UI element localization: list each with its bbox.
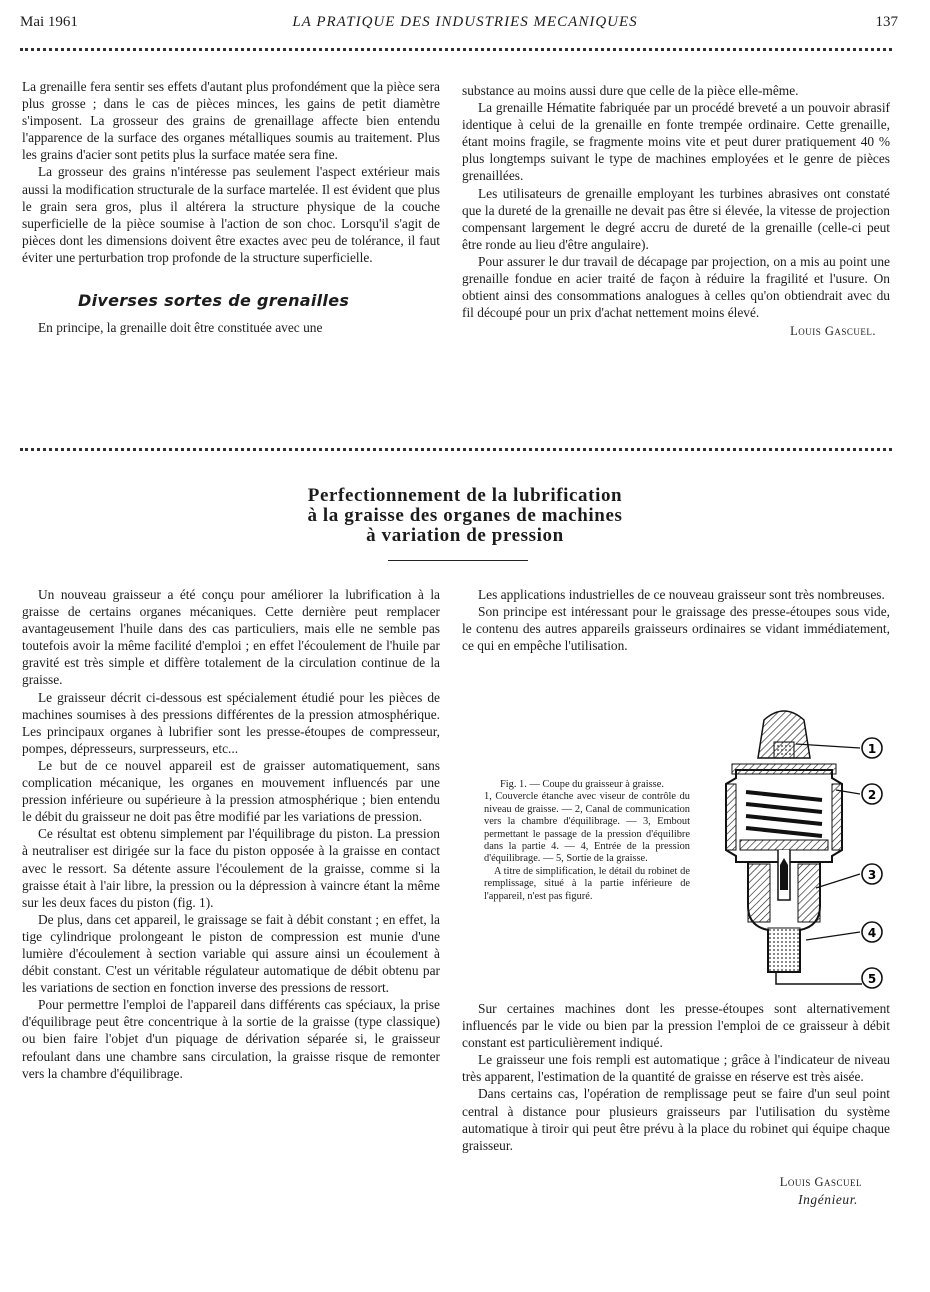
article1-paragraph: La grosseur des grains n'intéresse pas seulement l'aspect extérieur mais aussi la modification structurale de la surface martelée. Il est évident que plus le grain sera gros, plus il altérera la structure physique de la couche superficielle de la pièce soumise à l'action de son choc. Lorsqu'il s'agit de pièces dont les dimensions doivent être exactes avec peu de tolérance, il faut éviter une perturbation trop profonde de la structure superficielle.	[22, 164, 440, 265]
article1-paragraph: La grenaille Hématite fabriquée par un procédé breveté a un pouvoir abrasif identique à celui de la grenaille en fonte trempée ordinaire. Cette grenaille, étant moins fragile, se fragmente moins vite et peut durer pratiquement 40 % plus longtemps suivant le type de machines employées et le genre de pièces grenaillées.	[462, 100, 890, 184]
article1-paragraph: Les utilisateurs de grenaille employant les turbines abrasives ont constaté que la dureté de la grenaille ne devait pas être si élevée, la vitesse de projection compensant largement le degré accru de dureté de la grenaille (celle-ci peut être ronde au lieu d'être angulaire).	[462, 185, 890, 252]
lower-wall-left-shape	[748, 864, 770, 922]
article1-paragraph: La grenaille fera sentir ses effets d'autant plus profondément que la pièce sera plus grosse ; dans le cas de pièces minces, les gains de petit diamètre s'imposent. La grosseur des grains de grenaillage affecte bien entendu l'apparence de la surface des organes métalliques soumis au traitement. Plus les grains d'acier sont petits plus la surface matée sera fine.	[22, 79, 440, 163]
piston-shape	[740, 840, 828, 850]
journal-title: LA PRATIQUE DES INDUSTRIES MECANIQUES	[292, 14, 638, 30]
article1-paragraph: En principe, la grenaille doit être constituée avec une	[38, 320, 323, 336]
article2-right-bottom-column	[462, 1000, 890, 1208]
article2-paragraph: Pour permettre l'emploi de l'appareil dans différents cas spéciaux, la prise d'équilibrage peut être concentrique à la sortie de la graisse (type classique) ou bien faire l'objet d'un piquage de dérivation séparée si, le graisseur refoulant dans une chambre sans circulation, la graisse risque de remonter vers la chambre d'équilibrage.	[22, 997, 440, 1081]
svg-text:5: 5	[867, 972, 877, 986]
article2-right-top-column	[462, 586, 890, 654]
svg-text:2: 2	[867, 788, 877, 802]
signature-title: Ingénieur.	[798, 1191, 858, 1207]
callout-label-3	[862, 864, 882, 884]
article2-title-line: à variation de pression	[366, 525, 564, 546]
callout-label-2	[862, 784, 882, 804]
separator-dotted-rule	[20, 448, 892, 451]
article1-paragraph: substance au moins aussi dure que celle de la pièce elle-même.	[462, 83, 799, 98]
leader-line-3	[816, 874, 860, 888]
article2-paragraph: Dans certains cas, l'opération de remplissage peut se faire d'un seul point central à distance pour plusieurs graisseurs par l'utilisation du système automatique à tiroir qui peut être prévu à la place du robinet qui équipe chaque graisseur.	[462, 1086, 890, 1153]
article2-paragraph: Le but de ce nouvel appareil est de graisser automatiquement, sans complication mécanique, les organes en mouvement influencés par une pression inférieure ou supérieure à la pression atmosphérique ; bien entendu le débit du graisseur ne doit pas être modifié par les variations de pression.	[22, 757, 440, 825]
figure-caption-body: 1, Couvercle étanche avec viseur de contrôle du niveau de graisse. — 2, Canal de communication vers la chambre d'équilibrage. — 3, Embout permettant le passage de la pression d'équilibre dans la partie 4. — 4, Entrée de la pression d'équilibrage. — 5, Sortie de la graisse.	[484, 791, 690, 865]
callout-label-4	[862, 922, 882, 942]
article2-signature	[462, 1174, 890, 1208]
article1-right-column	[462, 82, 890, 340]
svg-text:4: 4	[867, 926, 877, 940]
outlet-pipe-shape	[776, 972, 862, 984]
outlet-shape	[768, 928, 800, 972]
svg-text:3: 3	[867, 868, 877, 882]
article1-left-column	[22, 78, 440, 336]
article2-paragraph: Ce résultat est obtenu simplement par l'équilibrage du piston. La pression à neutraliser est dirigée sur la face du piston opposée à la graisse en contact avec le ressort. Sa détente assure l'écoulement de la graisse, comme si la graisse était à l'air libre, la pression ou la dépression à vaincre étant la même sur les deux faces du piston (fig. 1).	[22, 826, 440, 910]
article2-paragraph: De plus, dans cet appareil, le graissage se fait à débit constant ; en effet, la tige cylindrique prolongeant le piston de compression est munie d'une lumière d'écoulement à section variable qui assure ainsi un écoulement à débit constant. C'est un véritable régulateur automatique de débit obtenu par les variations de section en fonction inverse des pressions de ressort.	[22, 911, 440, 996]
spring-shape	[746, 792, 822, 836]
header-dotted-rule	[20, 48, 892, 51]
callout-label-5	[862, 968, 882, 988]
svg-text:1: 1	[867, 742, 877, 756]
article2-paragraph: Les applications industrielles de ce nouveau graisseur sont très nombreuses.	[478, 587, 885, 602]
figure-caption-note: A titre de simplification, le détail du robinet de remplissage, situé à la partie inférieure de l'appareil, n'est pas figuré.	[484, 865, 690, 902]
header-date: Mai 1961	[20, 14, 78, 30]
article2-paragraph: Son principe est intéressant pour le graissage des presse-étoupes sous vide, le contenu des autres appareils graisseurs ordinaires se vidant immédiatement, ce qui en empêche l'utilisation.	[462, 604, 890, 654]
level-viewer-shape	[774, 742, 794, 758]
lubricator-cross-section-figure	[712, 700, 892, 990]
body-wall-left-shape	[726, 784, 736, 850]
figure-caption-title: Fig. 1. — Coupe du graisseur à graisse.	[500, 779, 664, 790]
article2-title-line: Perfectionnement de la lubrification	[307, 485, 623, 506]
signature-name: Louis Gascuel	[779, 1174, 862, 1189]
title-underline	[388, 560, 528, 561]
article2-paragraph: Sur certaines machines dont les presse-étoupes sont alternativement influencés par le vide ou bien par la pression l'emploi de ce graisseur à débit constant est particulièrement indiqué.	[462, 1001, 890, 1051]
article1-paragraph: Pour assurer le dur travail de décapage par projection, on a mis au point une grenaille fondue en acier traité de façon à réduire la fragilité et l'usure. On obtient ainsi des consommations analogues à celles qu'on obtiendrait avec du fil découpé pour un prix d'achat nettement moins élevé.	[462, 253, 890, 321]
article2-paragraph: Le graisseur une fois rempli est automatique ; grâce à l'indicateur de niveau très apparent, l'estimation de la quantité de graisse en réserve est très aisée.	[462, 1052, 890, 1085]
lower-wall-right-shape	[798, 864, 820, 922]
figure-caption	[484, 779, 690, 903]
body-wall-right-shape	[832, 784, 842, 850]
article2-paragraph: Le graisseur décrit ci-dessous est spécialement étudié pour les pièces de machines soumises à des pressions différentes de la pression atmosphérique. Les principaux organes à lubrifier sont les presse-étoupes de compresseur, pompes, dépresseurs, surpresseurs, etc...	[22, 689, 440, 756]
article2-left-column	[22, 586, 440, 1082]
page-number: 137	[875, 14, 898, 30]
article2-paragraph: Un nouveau graisseur a été conçu pour améliorer la lubrification à la graisse de certains organes mécaniques. Cette dernière peut remplacer avantageusement l'huile dans des cas particuliers, mais elle ne semble pas toutefois avoir la même facilité d'emploi ; en effet l'écoulement de l'huile par gravité est très simple et diffère totalement de la circulation continue de la graisse.	[22, 587, 440, 688]
callout-label-1	[862, 738, 882, 758]
leader-line-4	[806, 932, 860, 940]
article2-title	[0, 486, 930, 546]
article2-title-line: à la graisse des organes de machines	[307, 505, 623, 526]
section-heading: Diverses sortes de grenailles	[78, 291, 350, 311]
body-flange-shape	[732, 764, 836, 774]
article1-signature: Louis Gascuel.	[790, 324, 876, 339]
